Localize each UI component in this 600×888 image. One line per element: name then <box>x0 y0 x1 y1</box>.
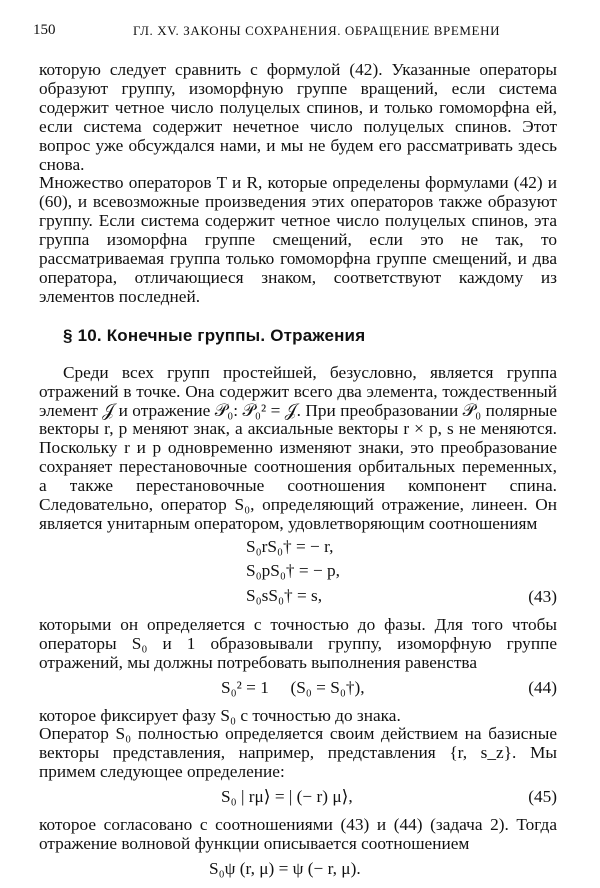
equation-45-number: (45) <box>528 787 557 807</box>
equation-44 <box>39 679 557 701</box>
page-number: 150 <box>33 22 56 38</box>
equation-45-formula: S₀ | rμ⟩ = | (− r) μ⟩, <box>221 787 353 807</box>
equation-44-number: (44) <box>528 677 557 697</box>
paragraph-1: которую следует сравнить с формулой (42). Указанные операторы образуют группу, изоморфную группе вращений, если система содержит четное число полуцелых спинов, и только гомоморфна ей, если система содержит нечетное число полуцелых спинов. Этот вопрос уже обсуждался нами, и мы не будем его рассматривать здесь снова. <box>39 60 557 174</box>
paragraph-3: Среди всех групп простейшей, безусловно, является группа отражений в точке. Она содержит всего два элемента, тождественный элемент 𝒥 и отражение 𝒫₀: 𝒫₀² = 𝒥. При преобразовании 𝒫₀ полярные векторы r, p меняют знак, а аксиальные векторы r × p, s не меняются. Поскольку r и p одновременно изменяют знаки, это преобразование сохраняет перестановочные соотношения орбитальных переменных, а также перестановочные соотношения компонент спина. Следовательно, оператор S₀, определяющий отражение, линеен. Он является унитарным оператором, удовлетворяющим соотношениям <box>39 362 557 533</box>
body-text <box>39 61 557 888</box>
running-title: ГЛ. XV. ЗАКОНЫ СОХРАНЕНИЯ. ОБРАЩЕНИЕ ВРЕМЕНИ <box>133 23 501 38</box>
paragraph-6: Оператор S₀ полностью определяется своим действием на базисные векторы представления, например, представления {r, s_z}. Мы примем следующее определение: <box>39 724 557 782</box>
paragraph-2: Множество операторов T и R, которые определены формулами (42) и (60), и всевозможные произведения этих операторов также образуют группу. Если система содержит четное число полуцелых спинов, эта группа изоморфна группе смещений, если это не так, то рассматриваемая группа только гомоморфна группе смещений, и два оператора, отличающиеся знаком, соответствуют каждому из элементов последней. <box>39 173 557 306</box>
equation-43-line-2: S₀pS₀† = − p, <box>246 560 340 580</box>
equation-43-line-3: S₀sS₀† = s, <box>246 585 323 605</box>
equation-43 <box>39 538 557 612</box>
equation-43-number: (43) <box>528 586 557 606</box>
page-header <box>33 22 563 44</box>
paragraph-5: которое фиксирует фазу S₀ с точностью до знака. <box>39 705 401 725</box>
section-heading: § 10. Конечные группы. Отражения <box>63 325 366 345</box>
equation-44-formula: S₀² = 1 (S₀ = S₀†), <box>221 677 365 697</box>
paragraph-7: которое согласовано с соотношениями (43) и (44) (задача 2). Тогда отражение волновой функции описывается соотношением <box>39 815 557 854</box>
equation-46-formula: S₀ψ (r, μ) = ψ (− r, μ). <box>209 859 361 878</box>
equation-45 <box>39 788 557 810</box>
equation-46 <box>39 860 557 882</box>
equation-43-line-1: S₀rS₀† = − r, <box>246 536 334 556</box>
paragraph-4: которыми он определяется с точностью до фазы. Для того чтобы операторы S₀ и 1 образовывали группу, изоморфную группе отражений, мы должны потребовать выполнения равенства <box>39 614 557 672</box>
